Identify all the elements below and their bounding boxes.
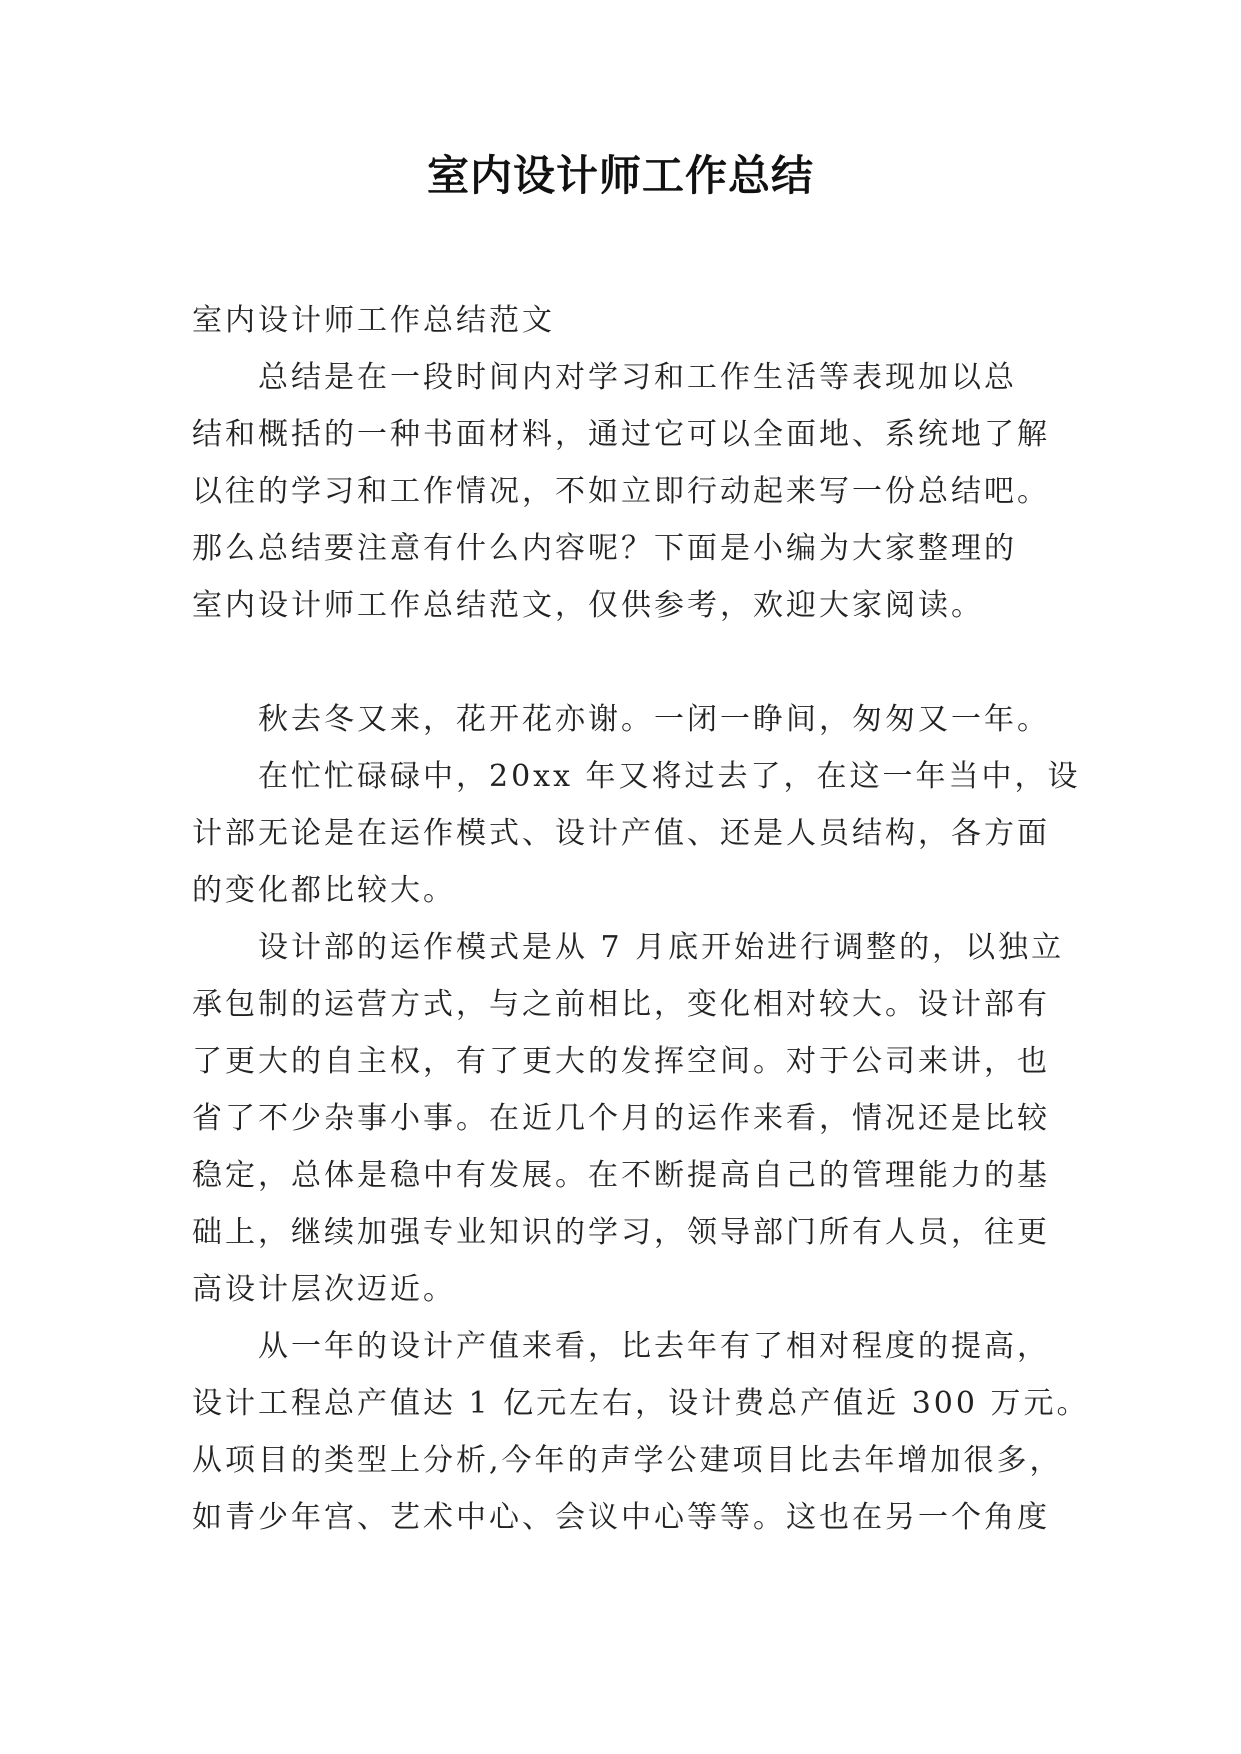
text-line: 从项目的类型上分析,今年的声学公建项目比去年增加很多，	[192, 1443, 1063, 1478]
text-line: 稳定，总体是稳中有发展。在不断提高自己的管理能力的基	[192, 1158, 1050, 1193]
blank-line	[192, 634, 1060, 691]
text-line: 在忙忙碌碌中，20xx 年又将过去了，在这一年当中，设	[258, 759, 1081, 794]
text-line: 设计部的运作模式是从 7 月底开始进行调整的，以独立	[258, 930, 1065, 965]
text-line: 高设计层次迈近。	[192, 1272, 456, 1307]
text-line: 础上，继续加强专业知识的学习，领导部门所有人员，往更	[192, 1215, 1050, 1250]
text-line: 省了不少杂事小事。在近几个月的运作来看，情况还是比较	[192, 1101, 1050, 1136]
text-line: 室内设计师工作总结范文	[192, 303, 555, 338]
text-line: 如青少年宫、艺术中心、会议中心等等。这也在另一个角度	[192, 1500, 1050, 1535]
document-body	[192, 292, 1090, 1546]
text-line: 那么总结要注意有什么内容呢？下面是小编为大家整理的	[192, 531, 1017, 566]
document-title: 室内设计师工作总结	[426, 151, 814, 200]
text-line: 设计工程总产值达 1 亿元左右，设计费总产值近 300 万元。	[192, 1386, 1090, 1421]
text-line: 的变化都比较大。	[192, 873, 456, 908]
text-line: 室内设计师工作总结范文，仅供参考，欢迎大家阅读。	[192, 588, 984, 623]
text-line: 以往的学习和工作情况，不如立即行动起来写一份总结吧。	[192, 474, 1050, 509]
text-line: 承包制的运营方式，与之前相比，变化相对较大。设计部有	[192, 987, 1050, 1022]
text-line: 总结是在一段时间内对学习和工作生活等表现加以总	[258, 360, 1017, 395]
text-line: 了更大的自主权，有了更大的发挥空间。对于公司来讲，也	[192, 1044, 1050, 1079]
text-line: 计部无论是在运作模式、设计产值、还是人员结构，各方面	[192, 816, 1050, 851]
text-line: 从一年的设计产值来看，比去年有了相对程度的提高，	[258, 1329, 1050, 1364]
text-line: 秋去冬又来，花开花亦谢。一闭一睁间，匆匆又一年。	[258, 702, 1050, 737]
text-line: 结和概括的一种书面材料，通过它可以全面地、系统地了解	[192, 417, 1050, 452]
